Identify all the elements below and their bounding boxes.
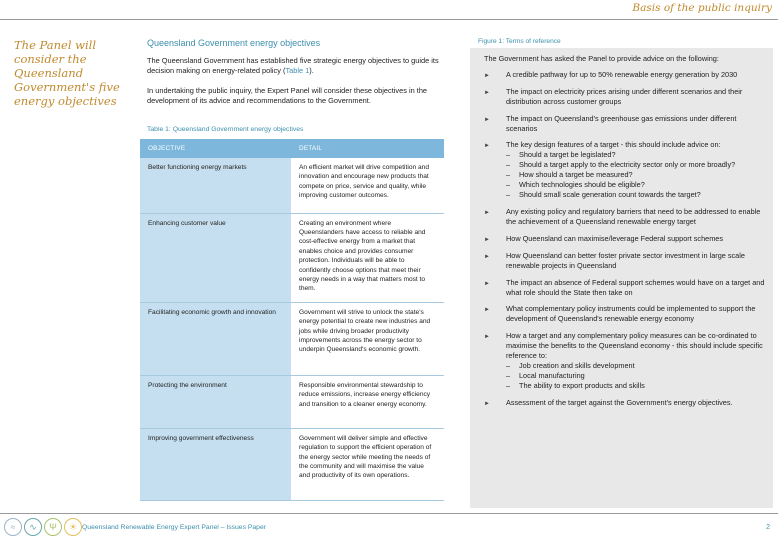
- column-header-detail: DETAIL: [291, 139, 444, 158]
- dash-icon: –: [506, 170, 511, 180]
- detail-cell: Creating an environment where Queenslanders have access to reliable and cost-effective energy from a market that enables choice and provides consumer protection. Individuals will be able to confidently choose options that meet their energy needs in a way that matters most to them.: [291, 213, 444, 302]
- triangle-right-icon: ►: [484, 143, 490, 150]
- dash-icon: –: [506, 190, 511, 200]
- objective-cell: Improving government effectiveness: [140, 428, 291, 500]
- terms-of-reference-box: [470, 48, 773, 508]
- header-divider: [0, 19, 778, 20]
- sub-list: [506, 150, 765, 200]
- objective-cell: Protecting the environment: [140, 375, 291, 428]
- sub-list-item: – Should a target apply to the electricity sector only or more broadly?: [506, 160, 736, 170]
- list-item: ► What complementary policy instruments could be implemented to support the development of Queensland's renewable energy economy: [484, 304, 756, 324]
- detail-cell: An efficient market will drive competition and innovation and encourage new products that compete on price, service and quality, while improving customer outcomes.: [291, 158, 444, 213]
- sub-list-item: – How should a target be measured?: [506, 170, 633, 180]
- detail-cell: Responsible environmental stewardship to reduce emissions, increase energy efficiency and transition to a cleaner energy economy.: [291, 375, 444, 428]
- dash-icon: –: [506, 160, 511, 170]
- list-item: ► The impact an absence of Federal support schemes would have on a target and what role should the State then take on: [484, 277, 765, 297]
- triangle-right-icon: ►: [484, 116, 490, 123]
- triangle-right-icon: ►: [484, 89, 490, 96]
- inquiry-paragraph: In undertaking the public inquiry, the Expert Panel will consider these objectives in the development of its advice and recommendations to the Government.: [147, 86, 428, 105]
- table-header-row: [140, 139, 444, 158]
- dash-icon: –: [506, 150, 511, 160]
- sub-list-item: – Should small scale generation count towards the target?: [506, 190, 701, 200]
- column-header-objective: OBJECTIVE: [140, 139, 291, 158]
- dash-icon: –: [506, 180, 511, 190]
- objective-cell: Better functioning energy markets: [140, 158, 291, 213]
- sub-list-item: – Job creation and skills development: [506, 361, 635, 371]
- list-item: ► How a target and any complementary policy measures can be co-ordinated to maximise the benefits to the Queensland economy - this should include specific reference to: – Job creation and skills development – Local manufacturing – The ability to export products and skills: [484, 331, 765, 391]
- sub-list: [506, 361, 765, 391]
- section-heading: Queensland Government energy objectives: [147, 38, 321, 48]
- triangle-right-icon: ►: [484, 210, 490, 217]
- plant-logo-icon: Ψ: [44, 518, 62, 536]
- dash-icon: –: [506, 361, 511, 371]
- triangle-right-icon: ►: [484, 334, 490, 341]
- sun-logo-icon: ☀: [64, 518, 82, 536]
- list-item: ► How Queensland can better foster private sector investment in large scale renewable projects in Queensland: [484, 250, 745, 270]
- table-row: [140, 428, 444, 500]
- list-item: ► How Queensland can maximise/leverage Federal support schemes: [484, 233, 723, 243]
- table-caption: Table 1: Queensland Government energy objectives: [147, 126, 304, 133]
- triangle-right-icon: ►: [484, 236, 490, 243]
- list-item: ► The impact on electricity prices arising under different scenarios and their distribution across customer groups: [484, 86, 743, 106]
- terms-list: [484, 70, 765, 408]
- triangle-right-icon: ►: [484, 307, 490, 314]
- sub-list-item: – Local manufacturing: [506, 371, 585, 381]
- dash-icon: –: [506, 381, 511, 391]
- list-item: ► Assessment of the target against the Government's energy objectives.: [484, 397, 733, 407]
- list-item: ► A credible pathway for up to 50% renewable energy generation by 2030: [484, 70, 738, 79]
- sub-list-item: – The ability to export products and skills: [506, 381, 645, 391]
- sub-list-item: – Should a target be legislated?: [506, 150, 616, 160]
- triangle-right-icon: ►: [484, 253, 490, 260]
- list-item: ► The impact on Queensland's greenhouse gas emissions under different scenarios: [484, 113, 737, 133]
- wind-logo-icon: ≈: [4, 518, 22, 536]
- page-number: 2: [766, 524, 770, 531]
- dash-icon: –: [506, 371, 511, 381]
- list-item: ► The key design features of a target - this should include advice on: – Should a target be legislated? – Should a target apply to the electricity sector only or more broadly? – How should a target be measured? – Which technologies should be eligible? – Should small scale generation count towards the target?: [484, 140, 765, 200]
- table-row: [140, 375, 444, 428]
- triangle-right-icon: ►: [484, 280, 490, 287]
- intro-paragraph: The Queensland Government has established five strategic energy objectives to guide its decision making on energy-related policy (Table 1).: [147, 56, 439, 75]
- triangle-right-icon: ►: [484, 400, 490, 407]
- wave-logo-icon: ∿: [24, 518, 42, 536]
- footer-publication-title: Queensland Renewable Energy Expert Panel – Issues Paper: [82, 524, 267, 531]
- table-row: [140, 302, 444, 375]
- table-row: [140, 213, 444, 302]
- list-item: ► Any existing policy and regulatory barriers that need to be addressed to enable the achievement of a Queensland renewable energy target: [484, 207, 761, 227]
- sub-list-item: – Which technologies should be eligible?: [506, 180, 645, 190]
- triangle-right-icon: ►: [484, 73, 490, 79]
- footer-logos: [4, 518, 82, 536]
- objective-cell: Enhancing customer value: [140, 213, 291, 302]
- table-row: [140, 158, 444, 213]
- energy-objectives-table: [140, 139, 444, 501]
- figure-caption: Figure 1: Terms of reference: [478, 38, 561, 45]
- detail-cell: Government will strive to unlock the state's energy potential to create new industries and jobs while driving broader productivity improvements across the energy sector to underpin Queensland's economic growth.: [291, 302, 444, 375]
- pull-quote: The Panel will consider the Queensland Government's five energy objectives: [14, 38, 120, 108]
- footer-divider: [0, 513, 778, 514]
- objective-cell: Facilitating economic growth and innovation: [140, 302, 291, 375]
- running-header-title: Basis of the public inquiry: [632, 2, 772, 14]
- table-1-link[interactable]: Table 1: [285, 66, 310, 75]
- terms-intro: The Government has asked the Panel to provide advice on the following:: [484, 54, 719, 63]
- detail-cell: Government will deliver simple and effective regulation to support the efficient operation of the energy sector while meeting the needs of the community and will maximise the value and productivity of its own operations.: [291, 428, 444, 500]
